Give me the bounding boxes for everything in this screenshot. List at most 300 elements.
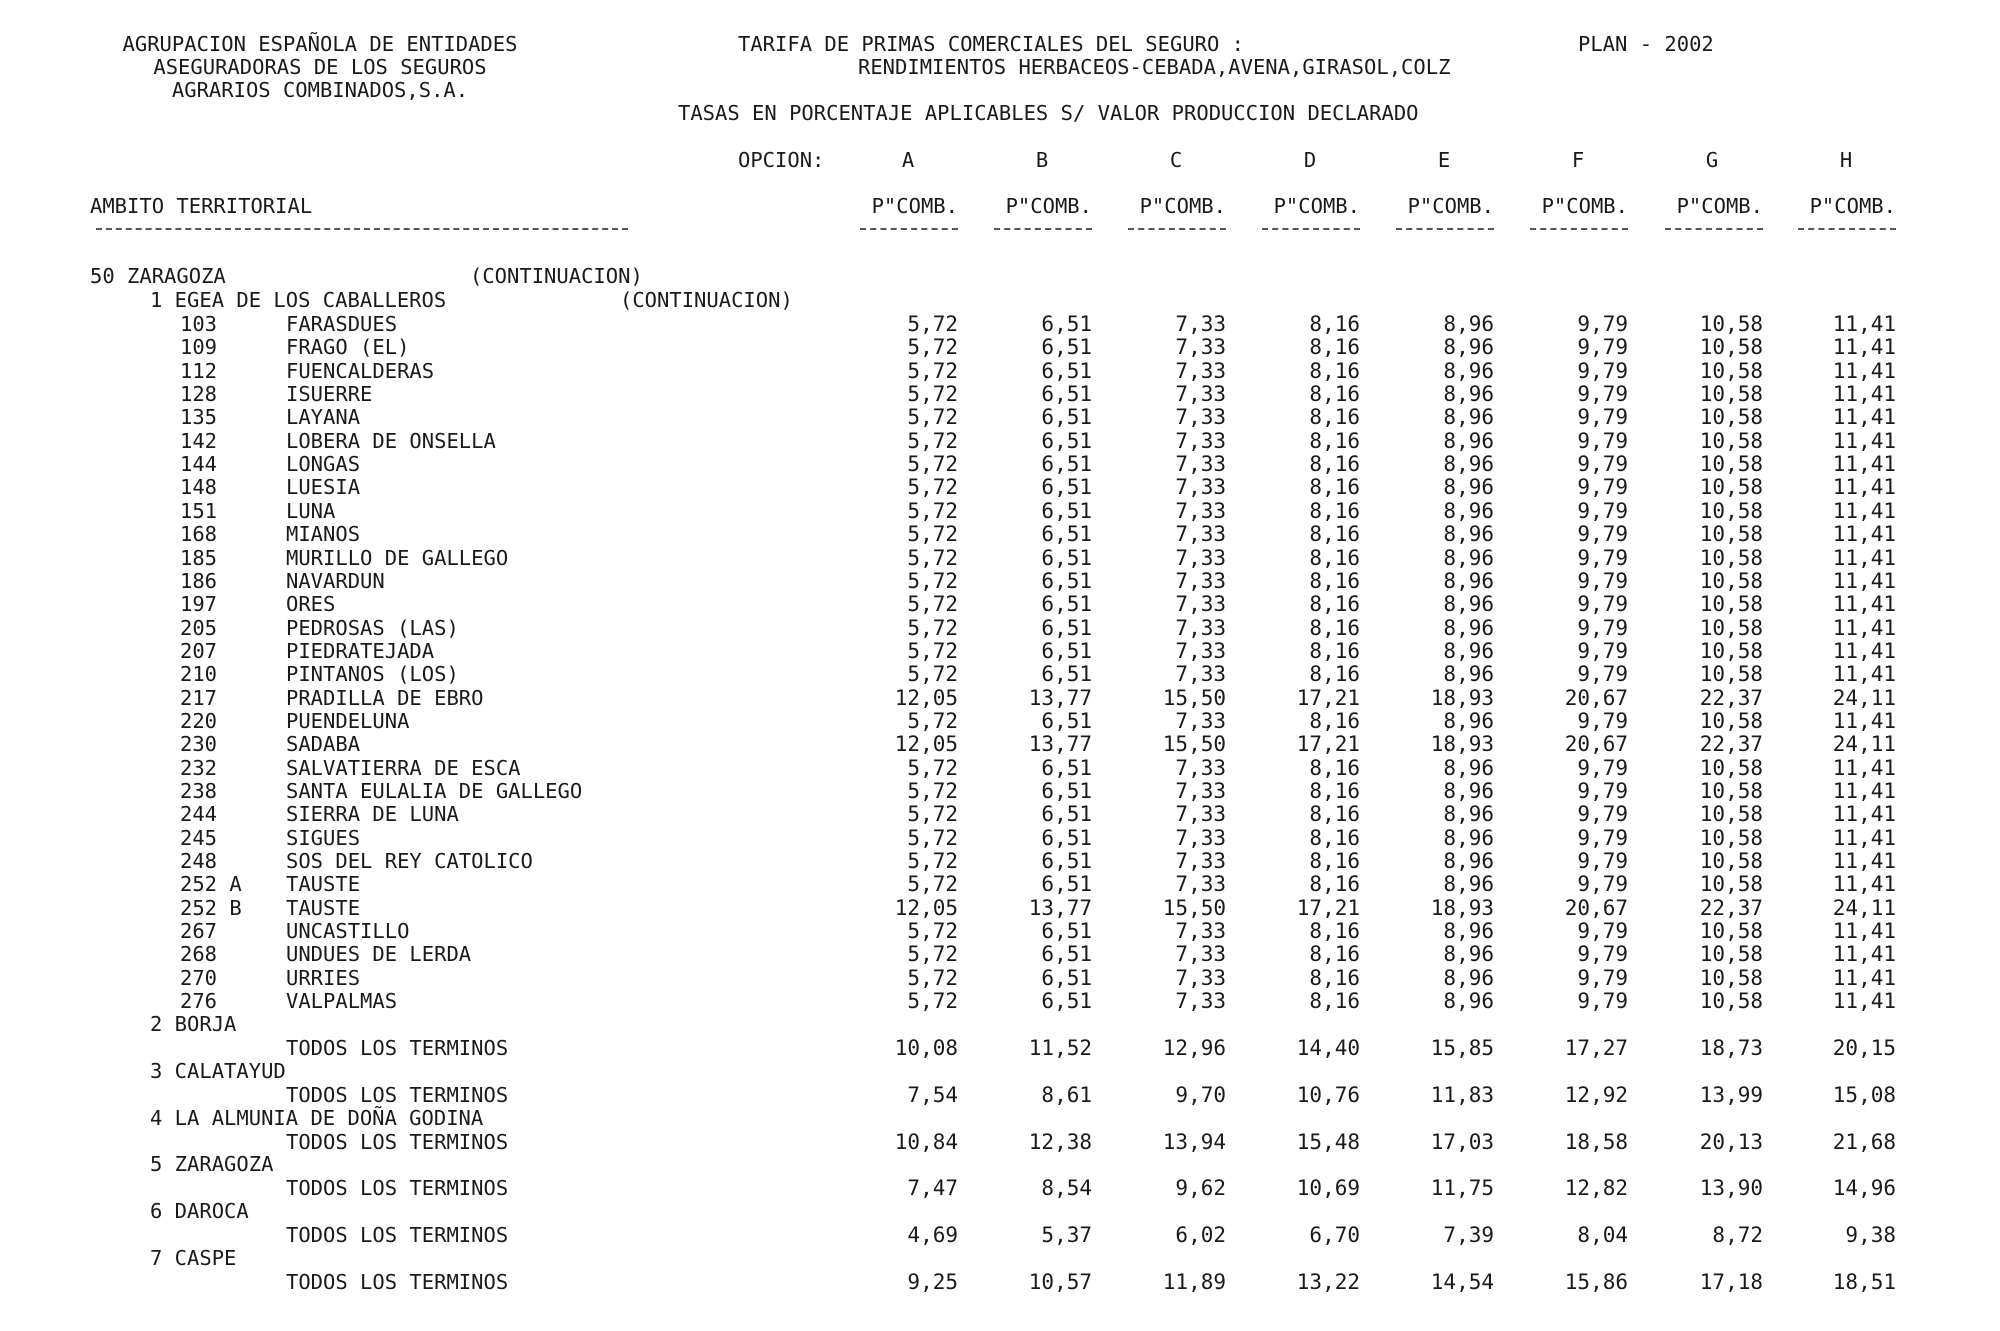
rate-f: 9,79 (1577, 966, 1628, 990)
comarca-1-continuation: (CONTINUACION) (620, 288, 793, 312)
rate-b: 6,51 (1041, 335, 1092, 359)
rate-d: 8,16 (1309, 942, 1360, 966)
rate-h: 11,41 (1832, 452, 1896, 476)
municipality-name: FRAGO (EL) (286, 335, 410, 359)
rate-e: 8,96 (1443, 452, 1494, 476)
rate-b: 6,51 (1041, 546, 1092, 570)
rate-h: 11,41 (1832, 802, 1896, 826)
rate-c: 7,33 (1175, 546, 1226, 570)
subheader-underline (994, 228, 1092, 230)
rate-g: 10,58 (1699, 756, 1763, 780)
municipality-code: 252 A (180, 872, 242, 896)
municipality-code: 151 (180, 499, 218, 523)
rate-d: 17,21 (1296, 686, 1360, 710)
rate-b: 6,51 (1041, 499, 1092, 523)
rate-e: 8,96 (1443, 756, 1494, 780)
rate-d: 8,16 (1309, 802, 1360, 826)
municipality-name: ORES (286, 592, 336, 616)
rate-b: 8,54 (1041, 1176, 1092, 1200)
rate-f: 9,79 (1577, 616, 1628, 640)
rate-f: 9,79 (1577, 546, 1628, 570)
rate-e: 8,96 (1443, 966, 1494, 990)
municipality-code: 238 (180, 779, 218, 803)
municipality-name: PINTANOS (LOS) (286, 662, 459, 686)
rate-a: 5,72 (907, 312, 958, 336)
rate-c: 7,33 (1175, 616, 1226, 640)
rate-f: 9,79 (1577, 522, 1628, 546)
rate-b: 8,61 (1041, 1083, 1092, 1107)
rate-a: 5,72 (907, 639, 958, 663)
municipality-code: 245 (180, 826, 218, 850)
rate-a: 4,69 (907, 1223, 958, 1247)
municipality-name: SIERRA DE LUNA (286, 802, 459, 826)
rate-g: 10,58 (1699, 522, 1763, 546)
municipality-code: 244 (180, 802, 218, 826)
rate-a: 5,72 (907, 475, 958, 499)
rate-f: 17,27 (1564, 1036, 1628, 1060)
rate-g: 10,58 (1699, 639, 1763, 663)
municipality-code: 148 (180, 475, 218, 499)
rate-e: 8,96 (1443, 802, 1494, 826)
rate-d: 8,16 (1309, 826, 1360, 850)
municipality-code: 270 (180, 966, 218, 990)
comarca-label: 6 DAROCA (150, 1199, 249, 1223)
document-title: TARIFA DE PRIMAS COMERCIALES DEL SEGURO : (738, 32, 1245, 56)
rate-c: 7,33 (1175, 522, 1226, 546)
municipality-code: 268 (180, 942, 218, 966)
rate-g: 10,58 (1699, 546, 1763, 570)
rate-d: 8,16 (1309, 989, 1360, 1013)
rate-a: 5,72 (907, 756, 958, 780)
municipality-code: 128 (180, 382, 218, 406)
subheader-underline (1798, 228, 1896, 230)
rate-d: 8,16 (1309, 312, 1360, 336)
subheader-underline (1128, 228, 1226, 230)
rate-h: 11,41 (1832, 826, 1896, 850)
rate-h: 11,41 (1832, 475, 1896, 499)
rate-d: 15,48 (1296, 1130, 1360, 1154)
rate-e: 8,96 (1443, 522, 1494, 546)
rate-f: 9,79 (1577, 872, 1628, 896)
subheader-g: P"COMB. (1676, 194, 1763, 218)
rate-h: 11,41 (1832, 312, 1896, 336)
rate-a: 5,72 (907, 919, 958, 943)
rate-a: 5,72 (907, 662, 958, 686)
rate-c: 7,33 (1175, 709, 1226, 733)
rate-e: 8,96 (1443, 499, 1494, 523)
rate-f: 9,79 (1577, 756, 1628, 780)
rate-c: 7,33 (1175, 359, 1226, 383)
rate-f: 20,67 (1564, 896, 1628, 920)
rate-c: 7,33 (1175, 662, 1226, 686)
rate-g: 10,58 (1699, 966, 1763, 990)
rate-f: 18,58 (1564, 1130, 1628, 1154)
rate-d: 8,16 (1309, 872, 1360, 896)
rate-f: 9,79 (1577, 335, 1628, 359)
municipality-name: PEDROSAS (LAS) (286, 616, 459, 640)
rate-d: 13,22 (1296, 1270, 1360, 1294)
rate-b: 6,51 (1041, 756, 1092, 780)
rate-d: 8,16 (1309, 662, 1360, 686)
subheader-b: P"COMB. (1005, 194, 1092, 218)
rate-h: 11,41 (1832, 405, 1896, 429)
rate-h: 11,41 (1832, 429, 1896, 453)
rate-e: 18,93 (1430, 896, 1494, 920)
rate-c: 7,33 (1175, 872, 1226, 896)
rate-f: 9,79 (1577, 849, 1628, 873)
rate-h: 24,11 (1832, 896, 1896, 920)
municipality-code: 109 (180, 335, 218, 359)
rate-a: 7,47 (907, 1176, 958, 1200)
rate-f: 9,79 (1577, 779, 1628, 803)
rate-c: 12,96 (1162, 1036, 1226, 1060)
rate-h: 11,41 (1832, 546, 1896, 570)
rate-d: 10,69 (1296, 1176, 1360, 1200)
rate-d: 8,16 (1309, 592, 1360, 616)
rate-h: 11,41 (1832, 499, 1896, 523)
municipality-name: NAVARDUN (286, 569, 385, 593)
rate-c: 7,33 (1175, 942, 1226, 966)
rate-a: 12,05 (894, 686, 958, 710)
rate-d: 8,16 (1309, 569, 1360, 593)
rate-e: 17,03 (1430, 1130, 1494, 1154)
rate-b: 6,51 (1041, 429, 1092, 453)
rate-h: 24,11 (1832, 686, 1896, 710)
rate-h: 11,41 (1832, 966, 1896, 990)
rate-b: 6,51 (1041, 616, 1092, 640)
rate-a: 5,72 (907, 826, 958, 850)
subheader-h: P"COMB. (1809, 194, 1896, 218)
rate-e: 8,96 (1443, 919, 1494, 943)
rate-c: 7,33 (1175, 966, 1226, 990)
rate-b: 6,51 (1041, 475, 1092, 499)
municipality-code: 186 (180, 569, 218, 593)
rate-g: 22,37 (1699, 732, 1763, 756)
rate-f: 9,79 (1577, 942, 1628, 966)
municipality-code: 135 (180, 405, 218, 429)
rate-h: 14,96 (1832, 1176, 1896, 1200)
rate-h: 11,41 (1832, 335, 1896, 359)
rate-d: 8,16 (1309, 966, 1360, 990)
rate-h: 24,11 (1832, 732, 1896, 756)
rate-c: 7,33 (1175, 919, 1226, 943)
rate-a: 5,72 (907, 382, 958, 406)
rate-e: 8,96 (1443, 592, 1494, 616)
rate-f: 9,79 (1577, 499, 1628, 523)
rate-f: 9,79 (1577, 592, 1628, 616)
rate-b: 6,51 (1041, 779, 1092, 803)
rate-d: 8,16 (1309, 499, 1360, 523)
rate-h: 11,41 (1832, 709, 1896, 733)
rate-f: 9,79 (1577, 452, 1628, 476)
rate-f: 9,79 (1577, 709, 1628, 733)
rate-h: 11,41 (1832, 592, 1896, 616)
rate-f: 9,79 (1577, 382, 1628, 406)
rate-e: 8,96 (1443, 335, 1494, 359)
subheader-underline (1665, 228, 1763, 230)
municipality-name: LONGAS (286, 452, 361, 476)
rate-e: 8,96 (1443, 662, 1494, 686)
rate-g: 10,58 (1699, 709, 1763, 733)
municipality-name: SOS DEL REY CATOLICO (286, 849, 533, 873)
rate-f: 9,79 (1577, 475, 1628, 499)
rate-e: 8,96 (1443, 942, 1494, 966)
comarca-label: 2 BORJA (150, 1012, 237, 1036)
rate-g: 10,58 (1699, 569, 1763, 593)
rate-g: 10,58 (1699, 312, 1763, 336)
rate-d: 8,16 (1309, 382, 1360, 406)
rate-g: 10,58 (1699, 662, 1763, 686)
rate-f: 12,82 (1564, 1176, 1628, 1200)
rate-h: 11,41 (1832, 616, 1896, 640)
comarca-label: 3 CALATAYUD (150, 1059, 286, 1083)
subheader-a: P"COMB. (871, 194, 958, 218)
rate-c: 13,94 (1162, 1130, 1226, 1154)
option-c: C (1169, 148, 1183, 172)
rate-b: 6,51 (1041, 709, 1092, 733)
municipality-code: 207 (180, 639, 218, 663)
comarca-terms: TODOS LOS TERMINOS (286, 1223, 509, 1247)
rate-d: 8,16 (1309, 616, 1360, 640)
comarca-label: 4 LA ALMUNIA DE DOÑA GODINA (150, 1106, 484, 1130)
municipality-code: 252 B (180, 896, 242, 920)
rate-a: 5,72 (907, 872, 958, 896)
municipality-code: 217 (180, 686, 218, 710)
municipality-name: LUESIA (286, 475, 361, 499)
rate-e: 11,83 (1430, 1083, 1494, 1107)
subheader-underline (860, 228, 958, 230)
rate-f: 9,79 (1577, 569, 1628, 593)
rate-a: 10,84 (894, 1130, 958, 1154)
rate-e: 11,75 (1430, 1176, 1494, 1200)
municipality-name: UNCASTILLO (286, 919, 410, 943)
rate-a: 5,72 (907, 966, 958, 990)
municipality-code: 267 (180, 919, 218, 943)
municipality-code: 168 (180, 522, 218, 546)
rate-h: 11,41 (1832, 382, 1896, 406)
municipality-name: PRADILLA DE EBRO (286, 686, 484, 710)
rate-b: 6,51 (1041, 966, 1092, 990)
rate-g: 8,72 (1712, 1223, 1763, 1247)
rate-f: 8,04 (1577, 1223, 1628, 1247)
municipality-code: 185 (180, 546, 218, 570)
rate-e: 8,96 (1443, 616, 1494, 640)
comarca-terms: TODOS LOS TERMINOS (286, 1270, 509, 1294)
org-line-3: AGRARIOS COMBINADOS,S.A. (171, 78, 469, 102)
rate-d: 8,16 (1309, 919, 1360, 943)
rate-g: 13,90 (1699, 1176, 1763, 1200)
rate-c: 9,62 (1175, 1176, 1226, 1200)
rate-c: 7,33 (1175, 475, 1226, 499)
comarca-terms: TODOS LOS TERMINOS (286, 1130, 509, 1154)
rate-f: 9,79 (1577, 919, 1628, 943)
rate-c: 7,33 (1175, 779, 1226, 803)
rate-b: 12,38 (1028, 1130, 1092, 1154)
rate-f: 20,67 (1564, 686, 1628, 710)
rate-c: 7,33 (1175, 499, 1226, 523)
municipality-name: TAUSTE (286, 896, 361, 920)
rate-d: 14,40 (1296, 1036, 1360, 1060)
subheader-c: P"COMB. (1139, 194, 1226, 218)
option-g: G (1705, 148, 1719, 172)
rate-d: 8,16 (1309, 452, 1360, 476)
rate-d: 8,16 (1309, 522, 1360, 546)
rate-f: 12,92 (1564, 1083, 1628, 1107)
municipality-name: SADABA (286, 732, 361, 756)
rate-h: 20,15 (1832, 1036, 1896, 1060)
rate-e: 8,96 (1443, 475, 1494, 499)
rate-g: 10,58 (1699, 452, 1763, 476)
rate-h: 11,41 (1832, 522, 1896, 546)
opcion-label: OPCION: (738, 148, 825, 172)
rate-a: 5,72 (907, 546, 958, 570)
rate-g: 10,58 (1699, 779, 1763, 803)
rate-e: 8,96 (1443, 382, 1494, 406)
rate-e: 18,93 (1430, 732, 1494, 756)
municipality-name: VALPALMAS (286, 989, 398, 1013)
rate-h: 11,41 (1832, 359, 1896, 383)
rate-a: 5,72 (907, 522, 958, 546)
rate-c: 7,33 (1175, 335, 1226, 359)
municipality-name: SALVATIERRA DE ESCA (286, 756, 521, 780)
rate-d: 8,16 (1309, 335, 1360, 359)
municipality-code: 144 (180, 452, 218, 476)
rate-e: 8,96 (1443, 709, 1494, 733)
rate-h: 11,41 (1832, 919, 1896, 943)
rate-e: 8,96 (1443, 639, 1494, 663)
document-subtitle: TASAS EN PORCENTAJE APLICABLES S/ VALOR PRODUCCION DECLARADO (678, 101, 1419, 125)
rate-e: 8,96 (1443, 359, 1494, 383)
rate-e: 8,96 (1443, 779, 1494, 803)
comarca-1-label: 1 EGEA DE LOS CABALLEROS (150, 288, 447, 312)
rate-f: 9,79 (1577, 639, 1628, 663)
rate-h: 11,41 (1832, 639, 1896, 663)
rate-h: 11,41 (1832, 989, 1896, 1013)
option-b: B (1035, 148, 1049, 172)
rate-h: 15,08 (1832, 1083, 1896, 1107)
comarca-terms: TODOS LOS TERMINOS (286, 1036, 509, 1060)
rate-d: 8,16 (1309, 405, 1360, 429)
rate-b: 6,51 (1041, 592, 1092, 616)
municipality-name: SIGUES (286, 826, 361, 850)
rate-g: 10,58 (1699, 592, 1763, 616)
municipality-name: FARASDUES (286, 312, 398, 336)
rate-b: 6,51 (1041, 522, 1092, 546)
rate-a: 5,72 (907, 429, 958, 453)
rate-g: 10,58 (1699, 826, 1763, 850)
municipality-code: 230 (180, 732, 218, 756)
rate-e: 8,96 (1443, 826, 1494, 850)
rate-g: 18,73 (1699, 1036, 1763, 1060)
rate-a: 5,72 (907, 335, 958, 359)
rate-f: 9,79 (1577, 826, 1628, 850)
rate-b: 6,51 (1041, 452, 1092, 476)
rate-e: 8,96 (1443, 849, 1494, 873)
rate-b: 6,51 (1041, 639, 1092, 663)
rate-d: 8,16 (1309, 756, 1360, 780)
rate-b: 6,51 (1041, 802, 1092, 826)
rate-c: 15,50 (1162, 686, 1226, 710)
rate-d: 17,21 (1296, 896, 1360, 920)
rate-g: 10,58 (1699, 429, 1763, 453)
rate-h: 11,41 (1832, 662, 1896, 686)
rate-c: 7,33 (1175, 802, 1226, 826)
rate-a: 5,72 (907, 779, 958, 803)
rate-e: 8,96 (1443, 569, 1494, 593)
rate-d: 10,76 (1296, 1083, 1360, 1107)
rate-h: 21,68 (1832, 1130, 1896, 1154)
rate-b: 6,51 (1041, 382, 1092, 406)
subheader-f: P"COMB. (1541, 194, 1628, 218)
rate-c: 7,33 (1175, 382, 1226, 406)
rate-d: 8,16 (1309, 779, 1360, 803)
rate-e: 7,39 (1443, 1223, 1494, 1247)
rate-e: 8,96 (1443, 312, 1494, 336)
rate-b: 6,51 (1041, 849, 1092, 873)
municipality-code: 220 (180, 709, 218, 733)
comarca-terms: TODOS LOS TERMINOS (286, 1176, 509, 1200)
rate-d: 17,21 (1296, 732, 1360, 756)
rate-a: 5,72 (907, 942, 958, 966)
municipality-code: 103 (180, 312, 218, 336)
option-e: E (1437, 148, 1451, 172)
rate-f: 9,79 (1577, 429, 1628, 453)
rate-c: 6,02 (1175, 1223, 1226, 1247)
rate-c: 7,33 (1175, 826, 1226, 850)
rate-b: 11,52 (1028, 1036, 1092, 1060)
municipality-code: 210 (180, 662, 218, 686)
rate-f: 9,79 (1577, 662, 1628, 686)
rate-c: 15,50 (1162, 732, 1226, 756)
rate-g: 22,37 (1699, 896, 1763, 920)
rate-g: 13,99 (1699, 1083, 1763, 1107)
org-line-1: AGRUPACION ESPAÑOLA DE ENTIDADES (122, 32, 518, 56)
municipality-name: PUENDELUNA (286, 709, 410, 733)
rate-c: 9,70 (1175, 1083, 1226, 1107)
rate-f: 20,67 (1564, 732, 1628, 756)
rate-e: 8,96 (1443, 872, 1494, 896)
rate-b: 6,51 (1041, 989, 1092, 1013)
rate-a: 12,05 (894, 732, 958, 756)
rate-h: 11,41 (1832, 756, 1896, 780)
rate-c: 7,33 (1175, 756, 1226, 780)
province-label: 50 ZARAGOZA (90, 264, 226, 288)
rate-g: 10,58 (1699, 475, 1763, 499)
rate-a: 5,72 (907, 452, 958, 476)
rate-c: 15,50 (1162, 896, 1226, 920)
rate-g: 10,58 (1699, 335, 1763, 359)
municipality-name: LAYANA (286, 405, 361, 429)
rate-g: 10,58 (1699, 989, 1763, 1013)
rate-d: 8,16 (1309, 849, 1360, 873)
rate-g: 10,58 (1699, 499, 1763, 523)
municipality-name: UNDUES DE LERDA (286, 942, 472, 966)
option-d: D (1303, 148, 1317, 172)
rate-a: 5,72 (907, 569, 958, 593)
rate-g: 10,58 (1699, 802, 1763, 826)
rate-b: 6,51 (1041, 569, 1092, 593)
comarca-terms: TODOS LOS TERMINOS (286, 1083, 509, 1107)
rate-g: 10,58 (1699, 919, 1763, 943)
rate-a: 5,72 (907, 616, 958, 640)
rate-a: 5,72 (907, 359, 958, 383)
rate-d: 6,70 (1309, 1223, 1360, 1247)
rate-b: 6,51 (1041, 942, 1092, 966)
rate-e: 8,96 (1443, 989, 1494, 1013)
rate-a: 9,25 (907, 1270, 958, 1294)
municipality-code: 142 (180, 429, 218, 453)
rate-b: 6,51 (1041, 826, 1092, 850)
